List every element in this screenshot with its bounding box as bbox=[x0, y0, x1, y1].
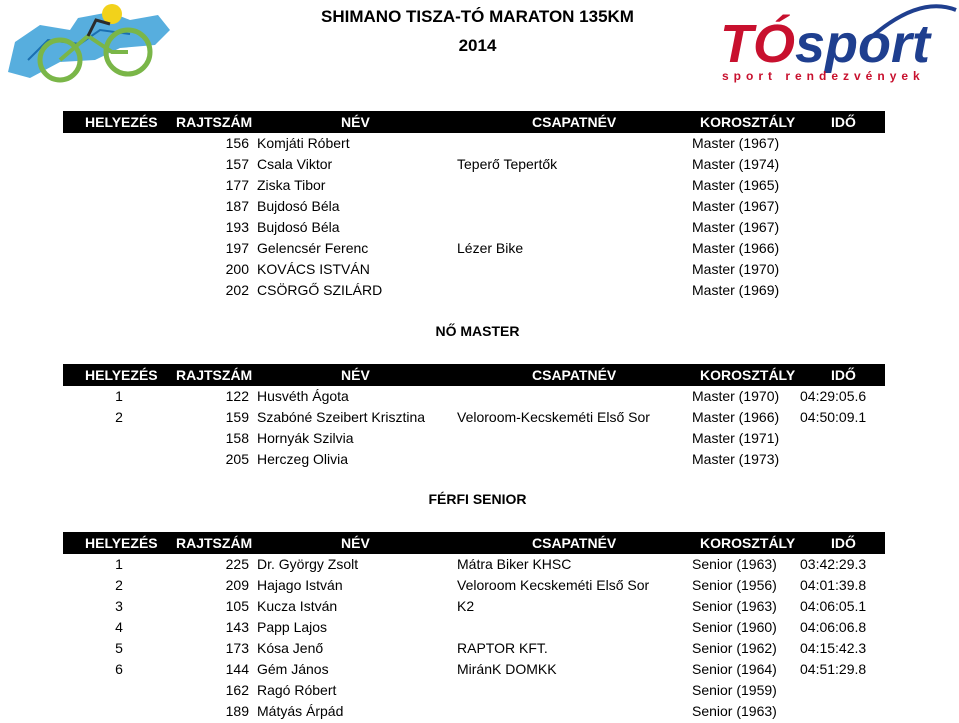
cell-rajtszam: 162 bbox=[225, 682, 249, 698]
cell-korosztaly: Senior (1964) bbox=[692, 661, 777, 677]
col-nev: NÉV bbox=[341, 114, 370, 130]
cell-korosztaly: Master (1974) bbox=[692, 156, 780, 172]
cell-nev: Papp Lajos bbox=[257, 619, 328, 635]
col-korosztaly: KOROSZTÁLY bbox=[700, 367, 796, 383]
table-row bbox=[63, 638, 885, 659]
cell-rajtszam: 200 bbox=[225, 261, 249, 277]
cell-rajtszam: 189 bbox=[225, 703, 249, 719]
cell-nev: Bujdosó Béla bbox=[257, 198, 340, 214]
logo-main-text: TÓ bbox=[720, 14, 795, 74]
col-korosztaly: KOROSZTÁLY bbox=[700, 114, 796, 130]
cell-csapatnev: Teperő Tepertők bbox=[457, 156, 558, 172]
cell-nev: Szabóné Szeibert Krisztina bbox=[257, 409, 426, 425]
cell-rajtszam: 159 bbox=[225, 409, 249, 425]
cell-helyezes: 1 bbox=[115, 388, 123, 404]
table-row bbox=[63, 217, 885, 238]
cell-korosztaly: Master (1966) bbox=[692, 240, 780, 256]
cell-rajtszam: 156 bbox=[225, 135, 249, 151]
cell-korosztaly: Master (1973) bbox=[692, 451, 780, 467]
cell-csapatnev: MiránK DOMKK bbox=[457, 661, 557, 677]
table-row bbox=[63, 554, 885, 575]
cell-rajtszam: 122 bbox=[225, 388, 249, 404]
cell-ido: 04:06:06.8 bbox=[800, 619, 867, 635]
col-ido: IDŐ bbox=[831, 367, 856, 383]
cell-nev: Mátyás Árpád bbox=[257, 703, 344, 719]
cell-korosztaly: Master (1967) bbox=[692, 135, 780, 151]
col-csapatnev: CSAPATNÉV bbox=[532, 114, 617, 130]
cell-nev: KOVÁCS ISTVÁN bbox=[257, 261, 370, 277]
cell-rajtszam: 197 bbox=[225, 240, 249, 256]
table-row bbox=[63, 259, 885, 280]
cell-rajtszam: 158 bbox=[225, 430, 249, 446]
cell-rajtszam: 157 bbox=[225, 156, 249, 172]
logo-sub-text: sport rendezvények bbox=[722, 69, 925, 83]
cell-korosztaly: Master (1969) bbox=[692, 282, 780, 298]
cell-rajtszam: 143 bbox=[225, 619, 249, 635]
cell-nev: Dr. György Zsolt bbox=[257, 556, 359, 572]
cell-korosztaly: Senior (1962) bbox=[692, 640, 777, 656]
cell-helyezes: 5 bbox=[115, 640, 123, 656]
cell-helyezes: 6 bbox=[115, 661, 123, 677]
col-csapatnev: CSAPATNÉV bbox=[532, 535, 617, 551]
cell-nev: Herczeg Olivia bbox=[257, 451, 349, 467]
cell-nev: Hajago István bbox=[257, 577, 343, 593]
cell-ido: 04:51:29.8 bbox=[800, 661, 867, 677]
cell-helyezes: 4 bbox=[115, 619, 123, 635]
table-row bbox=[63, 386, 885, 407]
col-korosztaly: KOROSZTÁLY bbox=[700, 535, 796, 551]
cell-csapatnev: Mátra Biker KHSC bbox=[457, 556, 572, 572]
table-row bbox=[63, 133, 885, 154]
cell-rajtszam: 202 bbox=[225, 282, 249, 298]
cell-korosztaly: Senior (1963) bbox=[692, 556, 777, 572]
col-rajtszam: RAJTSZÁM bbox=[176, 367, 253, 383]
cell-ido: 04:06:05.1 bbox=[800, 598, 867, 614]
cell-rajtszam: 144 bbox=[225, 661, 249, 677]
page-title: SHIMANO TISZA-TÓ MARATON 135KM bbox=[321, 7, 634, 26]
col-helyezes: HELYEZÉS bbox=[85, 367, 158, 383]
cell-helyezes: 1 bbox=[115, 556, 123, 572]
cell-rajtszam: 187 bbox=[225, 198, 249, 214]
col-rajtszam: RAJTSZÁM bbox=[176, 114, 253, 130]
table-row bbox=[63, 659, 885, 680]
cell-korosztaly: Senior (1956) bbox=[692, 577, 777, 593]
cell-rajtszam: 105 bbox=[225, 598, 249, 614]
cell-csapatnev: Lézer Bike bbox=[457, 240, 524, 256]
cell-korosztaly: Master (1967) bbox=[692, 198, 780, 214]
table-row bbox=[63, 280, 885, 301]
cell-nev: Kucza István bbox=[257, 598, 338, 614]
cell-ido: 04:29:05.6 bbox=[800, 388, 867, 404]
table-header bbox=[63, 532, 885, 554]
cell-nev: Hornyák Szilvia bbox=[257, 430, 354, 446]
cell-csapatnev: Veloroom-Kecskeméti Első Sor bbox=[457, 409, 650, 425]
col-ido: IDŐ bbox=[831, 114, 856, 130]
cell-rajtszam: 209 bbox=[225, 577, 249, 593]
cell-nev: CSÖRGŐ SZILÁRD bbox=[257, 282, 383, 298]
cell-nev: Gém János bbox=[257, 661, 329, 677]
cell-nev: Kósa Jenő bbox=[257, 640, 324, 656]
cell-csapatnev: RAPTOR KFT. bbox=[457, 640, 548, 656]
cell-korosztaly: Master (1965) bbox=[692, 177, 780, 193]
tisza-to-lake-logo bbox=[0, 0, 175, 90]
col-csapatnev: CSAPATNÉV bbox=[532, 367, 617, 383]
cell-korosztaly: Senior (1959) bbox=[692, 682, 777, 698]
table-row bbox=[63, 680, 885, 701]
col-helyezes: HELYEZÉS bbox=[85, 535, 158, 551]
cell-nev: Komjáti Róbert bbox=[257, 135, 350, 151]
table-row bbox=[63, 617, 885, 638]
table-row bbox=[63, 575, 885, 596]
cell-korosztaly: Master (1971) bbox=[692, 430, 780, 446]
table-header bbox=[63, 364, 885, 386]
col-nev: NÉV bbox=[341, 535, 370, 551]
cell-rajtszam: 177 bbox=[225, 177, 249, 193]
table-row bbox=[63, 428, 885, 449]
table-row bbox=[63, 407, 885, 428]
cell-nev: Ziska Tibor bbox=[257, 177, 326, 193]
svg-text:TÓsport: TÓsport bbox=[720, 14, 930, 74]
cell-korosztaly: Senior (1963) bbox=[692, 703, 777, 719]
cell-korosztaly: Master (1970) bbox=[692, 388, 780, 404]
cell-helyezes: 3 bbox=[115, 598, 123, 614]
col-helyezes: HELYEZÉS bbox=[85, 114, 158, 130]
cell-csapatnev: Veloroom Kecskeméti Első Sor bbox=[457, 577, 650, 593]
table-row bbox=[63, 449, 885, 470]
cell-korosztaly: Senior (1963) bbox=[692, 598, 777, 614]
section-title-ferfi-senior: FÉRFI SENIOR bbox=[428, 491, 527, 507]
cell-nev: Husvéth Ágota bbox=[257, 388, 349, 404]
cell-rajtszam: 193 bbox=[225, 219, 249, 235]
cell-rajtszam: 205 bbox=[225, 451, 249, 467]
cell-nev: Bujdosó Béla bbox=[257, 219, 340, 235]
cell-rajtszam: 173 bbox=[225, 640, 249, 656]
cell-nev: Csala Viktor bbox=[257, 156, 333, 172]
cell-korosztaly: Master (1967) bbox=[692, 219, 780, 235]
table-row bbox=[63, 175, 885, 196]
table-row bbox=[63, 701, 885, 722]
cell-nev: Ragó Róbert bbox=[257, 682, 337, 698]
cell-helyezes: 2 bbox=[115, 577, 123, 593]
table-header bbox=[63, 111, 885, 133]
table-row bbox=[63, 154, 885, 175]
cell-ido: 04:01:39.8 bbox=[800, 577, 867, 593]
cell-rajtszam: 225 bbox=[225, 556, 249, 572]
cell-csapatnev: K2 bbox=[457, 598, 475, 614]
tosport-logo bbox=[718, 0, 959, 88]
table-row bbox=[63, 596, 885, 617]
cell-korosztaly: Master (1970) bbox=[692, 261, 780, 277]
cell-ido: 03:42:29.3 bbox=[800, 556, 867, 572]
cell-helyezes: 2 bbox=[115, 409, 123, 425]
col-ido: IDŐ bbox=[831, 535, 856, 551]
col-rajtszam: RAJTSZÁM bbox=[176, 535, 253, 551]
cell-korosztaly: Senior (1960) bbox=[692, 619, 777, 635]
cell-ido: 04:50:09.1 bbox=[800, 409, 867, 425]
section-title-no-master: NŐ MASTER bbox=[435, 323, 520, 339]
cell-korosztaly: Master (1966) bbox=[692, 409, 780, 425]
page-year: 2014 bbox=[458, 36, 497, 55]
table-row bbox=[63, 196, 885, 217]
col-nev: NÉV bbox=[341, 367, 370, 383]
table-row bbox=[63, 238, 885, 259]
cell-nev: Gelencsér Ferenc bbox=[257, 240, 369, 256]
cell-ido: 04:15:42.3 bbox=[800, 640, 867, 656]
